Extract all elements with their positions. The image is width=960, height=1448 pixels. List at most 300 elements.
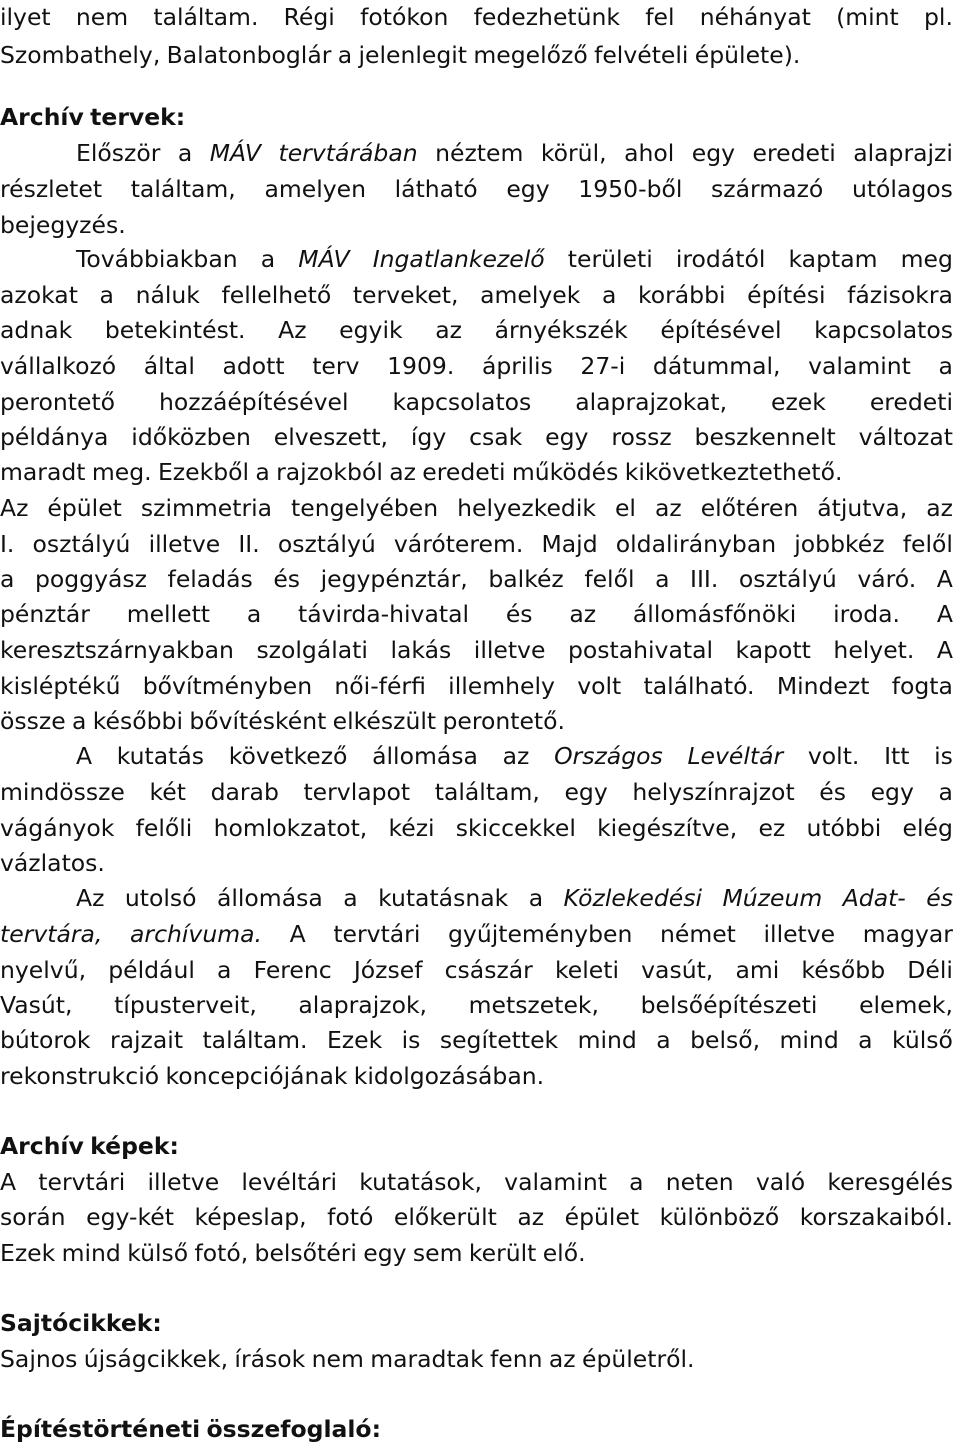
word: a bbox=[655, 565, 670, 593]
word: kisléptékű bbox=[0, 672, 121, 700]
word: A bbox=[936, 636, 953, 664]
word: egy-két bbox=[86, 1203, 174, 1231]
word: illetve bbox=[763, 920, 836, 948]
word: keleti bbox=[555, 956, 619, 984]
word: lakás bbox=[390, 636, 452, 664]
word: által bbox=[143, 352, 195, 380]
word: csak bbox=[469, 423, 523, 451]
word: Déli bbox=[907, 956, 953, 984]
word: 27-i bbox=[580, 352, 626, 380]
word: került bbox=[468, 1239, 537, 1267]
word: Sajnos bbox=[0, 1345, 78, 1373]
word: eredeti bbox=[869, 388, 953, 416]
word: egy bbox=[870, 778, 914, 806]
word: valamint bbox=[504, 1168, 607, 1196]
text-line bbox=[0, 988, 953, 1022]
text-line bbox=[0, 172, 953, 206]
word: illemhely bbox=[448, 672, 555, 700]
word: egy bbox=[564, 778, 608, 806]
word: beszkennelt bbox=[694, 423, 836, 451]
word: kaptam bbox=[788, 245, 878, 273]
word: való bbox=[755, 1168, 806, 1196]
word: meg bbox=[900, 245, 953, 273]
word: elő. bbox=[542, 1239, 586, 1267]
word: épülete). bbox=[694, 41, 801, 69]
word: A bbox=[76, 742, 93, 770]
word: a bbox=[72, 707, 87, 735]
word: alaprajzokat, bbox=[575, 388, 728, 416]
word: írások bbox=[234, 1345, 306, 1373]
word: adott bbox=[222, 352, 285, 380]
word: (mint bbox=[836, 3, 899, 31]
word: részletet bbox=[0, 175, 103, 203]
word: a bbox=[0, 565, 15, 593]
word: fotó bbox=[327, 1203, 374, 1231]
word: épületről. bbox=[582, 1345, 695, 1373]
word: az bbox=[654, 494, 682, 522]
word: az bbox=[389, 458, 416, 486]
word: eredeti bbox=[422, 458, 506, 486]
word: építési bbox=[747, 281, 826, 309]
word: külső bbox=[127, 1239, 189, 1267]
word: a bbox=[217, 956, 232, 984]
word: amelyek bbox=[480, 281, 581, 309]
text-line bbox=[0, 1200, 953, 1234]
word: levéltári bbox=[241, 1168, 338, 1196]
word: nem bbox=[311, 1345, 364, 1373]
word: archívuma. bbox=[130, 920, 262, 948]
word: maradt bbox=[0, 458, 86, 486]
word: kapcsolatos bbox=[814, 316, 953, 344]
word: illetve bbox=[147, 1168, 220, 1196]
word: amelyen bbox=[264, 175, 366, 203]
word: távirda-hivatal bbox=[298, 600, 470, 628]
text-line bbox=[0, 208, 953, 242]
word: és bbox=[505, 600, 533, 628]
word: és bbox=[926, 884, 953, 912]
word: például bbox=[108, 956, 195, 984]
word: Balatonboglár bbox=[166, 41, 332, 69]
word: Levéltár bbox=[687, 742, 784, 770]
word: meg. bbox=[91, 458, 152, 486]
word: bővítményben bbox=[142, 672, 313, 700]
word: helyszínrajzot bbox=[632, 778, 795, 806]
text-line bbox=[0, 38, 953, 72]
word: skiccekkel bbox=[455, 814, 576, 842]
text-line bbox=[0, 349, 953, 383]
word: József bbox=[353, 956, 423, 984]
text-line bbox=[0, 917, 953, 951]
word: elkészült bbox=[332, 707, 437, 735]
word: gyűjteményben bbox=[448, 920, 633, 948]
word: előtéren bbox=[700, 494, 799, 522]
word: magyar bbox=[862, 920, 953, 948]
word: az bbox=[502, 742, 530, 770]
text-line bbox=[0, 278, 953, 312]
word: Régi bbox=[283, 3, 335, 31]
word: oldalirányban bbox=[615, 530, 777, 558]
word: is bbox=[401, 1026, 421, 1054]
text-line bbox=[0, 313, 953, 347]
word: példánya bbox=[0, 423, 109, 451]
word: a bbox=[938, 778, 953, 806]
section-heading bbox=[0, 1129, 953, 1163]
word: fenn bbox=[490, 1345, 543, 1373]
word: felől bbox=[902, 530, 953, 558]
word: egy bbox=[545, 423, 589, 451]
word: tervek: bbox=[90, 103, 186, 131]
word: építésével bbox=[660, 316, 782, 344]
word: női-férfi bbox=[334, 672, 426, 700]
word: Az bbox=[0, 494, 29, 522]
word: Archív bbox=[0, 103, 84, 131]
word: tervtári bbox=[38, 1168, 126, 1196]
word: tervlapot bbox=[303, 778, 411, 806]
word: belső, bbox=[690, 1026, 761, 1054]
word: fotókon bbox=[360, 3, 449, 31]
word: állomása bbox=[216, 884, 323, 912]
word: származó bbox=[711, 175, 824, 203]
word: eredeti bbox=[752, 139, 836, 167]
word: Továbbiakban bbox=[76, 245, 238, 273]
text-line bbox=[0, 953, 953, 987]
word: neten bbox=[665, 1168, 734, 1196]
word: utolsó bbox=[124, 884, 197, 912]
word: a bbox=[656, 1026, 671, 1054]
word: terveket, bbox=[352, 281, 459, 309]
word: néztem bbox=[435, 139, 524, 167]
word: váróterem. bbox=[393, 530, 524, 558]
word: osztályú bbox=[277, 530, 376, 558]
text-line bbox=[0, 811, 953, 845]
text-line bbox=[0, 1023, 953, 1057]
word: Sajtócikkek: bbox=[0, 1309, 162, 1337]
word: Archív bbox=[0, 1132, 84, 1160]
word: irodától bbox=[675, 245, 766, 273]
word: a bbox=[177, 139, 193, 167]
word: és bbox=[273, 565, 301, 593]
word: perontető bbox=[0, 388, 116, 416]
word: sem bbox=[412, 1239, 463, 1267]
word: utóbbi bbox=[806, 814, 882, 842]
word: kiegészítve, bbox=[597, 814, 738, 842]
word: jobbkéz bbox=[794, 530, 885, 558]
word: pénztár bbox=[0, 600, 90, 628]
word: Vasút, bbox=[0, 991, 73, 1019]
word: III. bbox=[690, 565, 719, 593]
word: az bbox=[435, 316, 462, 344]
word: látható bbox=[394, 175, 478, 203]
word: alaprajzi bbox=[853, 139, 953, 167]
word: bútorok bbox=[0, 1026, 91, 1054]
word: egyik bbox=[339, 316, 403, 344]
word: helyezkedik bbox=[457, 494, 596, 522]
text-line bbox=[0, 775, 953, 809]
word: ami bbox=[735, 956, 780, 984]
word: Közlekedési bbox=[563, 884, 703, 912]
word: volt. bbox=[807, 742, 860, 770]
word: ahol bbox=[624, 139, 675, 167]
word: Az bbox=[278, 316, 307, 344]
word: így bbox=[410, 423, 447, 451]
word: vasút, bbox=[641, 956, 714, 984]
word: szimmetria bbox=[140, 494, 273, 522]
word: állomása bbox=[372, 742, 478, 770]
word: kapott bbox=[735, 636, 811, 664]
text-line bbox=[76, 136, 953, 170]
word: ez bbox=[758, 814, 786, 842]
word: mind bbox=[577, 1026, 637, 1054]
word: különböző bbox=[659, 1203, 780, 1231]
word: I. bbox=[0, 530, 15, 558]
word: találtam, bbox=[130, 175, 236, 203]
word: utólagos bbox=[851, 175, 953, 203]
word: Országos bbox=[554, 742, 663, 770]
word: szolgálati bbox=[256, 636, 368, 664]
word: a bbox=[337, 41, 353, 69]
word: a bbox=[343, 884, 358, 912]
word: német bbox=[659, 920, 736, 948]
word: A bbox=[936, 565, 953, 593]
word: a bbox=[601, 281, 617, 309]
word: metszetek, bbox=[468, 991, 599, 1019]
word: mind bbox=[779, 1026, 839, 1054]
word: körül, bbox=[540, 139, 607, 167]
word: Ezek bbox=[326, 1026, 383, 1054]
word: található. bbox=[643, 672, 755, 700]
word: el bbox=[614, 494, 636, 522]
word: A bbox=[289, 920, 306, 948]
word: felől bbox=[584, 565, 635, 593]
word: újságcikkek, bbox=[83, 1345, 229, 1373]
text-line bbox=[0, 633, 953, 667]
word: betekintést. bbox=[104, 316, 246, 344]
word: kidolgozásában. bbox=[353, 1062, 545, 1090]
word: épület bbox=[564, 1203, 640, 1231]
word: dátummal, bbox=[652, 352, 781, 380]
text-line bbox=[0, 455, 953, 489]
section-heading bbox=[0, 1412, 953, 1446]
word: A bbox=[0, 1168, 17, 1196]
word: mindössze bbox=[0, 778, 125, 806]
word: az bbox=[548, 1345, 576, 1373]
word: a bbox=[99, 281, 114, 309]
text-line bbox=[76, 881, 953, 915]
word: rekonstrukció bbox=[0, 1062, 160, 1090]
word: koncepciójának bbox=[165, 1062, 348, 1090]
word: terv bbox=[312, 352, 360, 380]
word: is bbox=[934, 742, 953, 770]
word: osztályú bbox=[738, 565, 837, 593]
word: vázlatos. bbox=[0, 849, 105, 877]
word: Múzeum bbox=[722, 884, 823, 912]
word: pl. bbox=[924, 3, 953, 31]
word: találtam. bbox=[202, 1026, 308, 1054]
word: helyet. bbox=[833, 636, 915, 664]
text-line bbox=[0, 597, 953, 631]
text-line bbox=[76, 242, 953, 276]
word: a bbox=[528, 884, 544, 912]
word: balkéz bbox=[488, 565, 564, 593]
word: képek: bbox=[90, 1132, 179, 1160]
word: a bbox=[246, 600, 262, 628]
text-line bbox=[0, 704, 953, 738]
word: kapcsolatos bbox=[392, 388, 532, 416]
word: perontető. bbox=[442, 707, 565, 735]
word: időközben bbox=[131, 423, 251, 451]
word: Ferenc bbox=[253, 956, 332, 984]
word: poggyász bbox=[34, 565, 147, 593]
word: feladás bbox=[167, 565, 253, 593]
word: egy bbox=[363, 1239, 407, 1267]
word: császár bbox=[444, 956, 533, 984]
text-line bbox=[0, 1059, 953, 1093]
text-line bbox=[0, 562, 953, 596]
word: osztályú bbox=[32, 530, 131, 558]
word: náluk bbox=[135, 281, 200, 309]
word: találtam. bbox=[153, 3, 259, 31]
word: bejegyzés. bbox=[0, 211, 126, 239]
word: nem bbox=[75, 3, 129, 31]
word: össze bbox=[0, 707, 66, 735]
word: A bbox=[936, 600, 953, 628]
word: a bbox=[260, 245, 276, 273]
word: alaprajzok, bbox=[298, 991, 428, 1019]
word: ezek bbox=[771, 388, 826, 416]
word: Szombathely, bbox=[0, 41, 161, 69]
word: ilyet bbox=[0, 3, 51, 31]
word: képeslap, bbox=[194, 1203, 307, 1231]
text-line bbox=[0, 1165, 953, 1199]
text-line bbox=[0, 846, 953, 880]
text-line bbox=[0, 527, 953, 561]
word: következő bbox=[228, 742, 348, 770]
word: Építéstörténeti bbox=[0, 1415, 201, 1443]
text-line bbox=[76, 739, 953, 773]
word: állomásfőnöki bbox=[632, 600, 797, 628]
word: az bbox=[569, 600, 597, 628]
word: a bbox=[938, 352, 953, 380]
word: kutatások, bbox=[359, 1168, 482, 1196]
word: kézi bbox=[388, 814, 435, 842]
word: megelőző bbox=[473, 41, 588, 69]
text-line bbox=[0, 491, 953, 525]
section-heading bbox=[0, 1306, 953, 1340]
word: később bbox=[801, 956, 886, 984]
word: belsőépítészeti bbox=[640, 991, 818, 1019]
text-line bbox=[0, 1236, 953, 1270]
word: a bbox=[255, 458, 270, 486]
word: Mindezt bbox=[776, 672, 870, 700]
word: Ezekből bbox=[157, 458, 250, 486]
word: 1950-ből bbox=[578, 175, 683, 203]
word: vágányok bbox=[0, 814, 115, 842]
word: működés bbox=[511, 458, 619, 486]
word: II. bbox=[238, 530, 260, 558]
word: korszakaiból. bbox=[799, 1203, 953, 1231]
word: volt bbox=[577, 672, 622, 700]
text-line bbox=[0, 385, 953, 419]
word: néhányat bbox=[699, 3, 811, 31]
word: elveszett, bbox=[273, 423, 389, 451]
word: kikövetkeztethető. bbox=[624, 458, 843, 486]
word: adnak bbox=[0, 316, 73, 344]
word: mind bbox=[61, 1239, 121, 1267]
word: iroda. bbox=[833, 600, 900, 628]
word: homlokzatot, bbox=[213, 814, 368, 842]
word: tervtára, bbox=[0, 920, 103, 948]
word: elég bbox=[902, 814, 953, 842]
word: nyelvű, bbox=[0, 956, 87, 984]
word: felőli bbox=[135, 814, 193, 842]
word: fogta bbox=[891, 672, 953, 700]
word: postahivatal bbox=[567, 636, 713, 664]
word: MÁV bbox=[298, 245, 350, 273]
text-line bbox=[0, 0, 953, 34]
word: illetve bbox=[148, 530, 221, 558]
word: területi bbox=[567, 245, 653, 273]
word: során bbox=[0, 1203, 66, 1231]
word: Itt bbox=[884, 742, 910, 770]
word: külső bbox=[891, 1026, 953, 1054]
word: fellelhető bbox=[221, 281, 332, 309]
word: keresztszárnyakban bbox=[0, 636, 234, 664]
word: felvételi bbox=[594, 41, 689, 69]
word: egy bbox=[691, 139, 736, 167]
word: kutatás bbox=[116, 742, 205, 770]
word: épület bbox=[47, 494, 122, 522]
word: fedezhetünk bbox=[473, 3, 621, 31]
word: rossz bbox=[611, 423, 672, 451]
word: belsőtéri bbox=[254, 1239, 357, 1267]
word: a bbox=[629, 1168, 644, 1196]
word: későbbi bbox=[92, 707, 183, 735]
word: korábbi bbox=[637, 281, 726, 309]
word: típusterveit, bbox=[114, 991, 257, 1019]
word: az bbox=[517, 1203, 545, 1231]
word: hozzáépítésével bbox=[159, 388, 349, 416]
word: Adat- bbox=[842, 884, 906, 912]
word: darab bbox=[210, 778, 279, 806]
word: jegypénztár, bbox=[320, 565, 468, 593]
word: árnyékszék bbox=[494, 316, 628, 344]
word: Majd bbox=[541, 530, 598, 558]
word: fotó, bbox=[194, 1239, 249, 1267]
word: Ingatlankezelő bbox=[372, 245, 545, 273]
word: kutatásnak bbox=[378, 884, 509, 912]
word: előkerült bbox=[393, 1203, 497, 1231]
word: találtam, bbox=[434, 778, 540, 806]
word: és bbox=[819, 778, 846, 806]
word: egy bbox=[506, 175, 550, 203]
word: Ezek bbox=[0, 1239, 56, 1267]
word: fel bbox=[645, 3, 675, 31]
word: maradtak bbox=[370, 1345, 484, 1373]
word: illetve bbox=[473, 636, 546, 664]
word: rajzait bbox=[109, 1026, 184, 1054]
word: mellett bbox=[126, 600, 210, 628]
word: 1909. bbox=[387, 352, 455, 380]
word: vállalkozó bbox=[0, 352, 117, 380]
text-line bbox=[0, 669, 953, 703]
word: jelenlegit bbox=[358, 41, 468, 69]
word: segítettek bbox=[439, 1026, 559, 1054]
word: rajzokból bbox=[276, 458, 383, 486]
word: április bbox=[481, 352, 553, 380]
text-line bbox=[0, 1342, 953, 1376]
word: változat bbox=[858, 423, 953, 451]
word: bővítésként bbox=[189, 707, 327, 735]
